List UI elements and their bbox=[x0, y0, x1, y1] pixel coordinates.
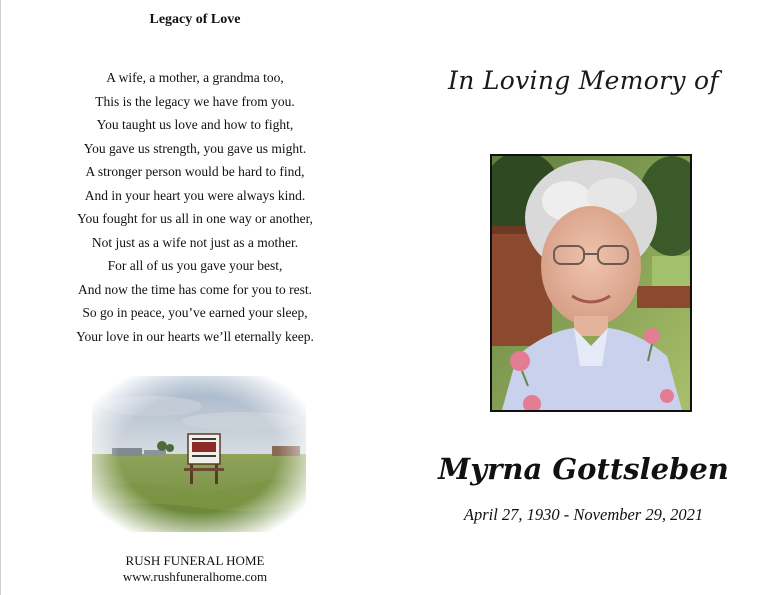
funeral-home-info bbox=[0, 553, 390, 585]
poem-line: You gave us strength, you gave us might. bbox=[83, 140, 307, 156]
funeral-home-name: RUSH FUNERAL HOME bbox=[125, 553, 265, 568]
poem-line: You taught us love and how to fight, bbox=[96, 117, 294, 132]
life-dates: April 27, 1930 - November 29, 2021 bbox=[463, 505, 704, 524]
poem-line: A stronger person would be hard to find, bbox=[85, 164, 305, 179]
poem-line: And in your heart you were always kind. bbox=[84, 187, 306, 203]
deceased-name: Myrna Gottsleben bbox=[438, 452, 729, 486]
portrait-photo bbox=[490, 154, 692, 412]
poem bbox=[0, 66, 390, 348]
poem-line: Your love in our hearts we’ll eternally keep. bbox=[76, 328, 314, 344]
poem-line: Not just as a wife not just as a mother. bbox=[91, 234, 299, 250]
funeral-home-url[interactable]: www.rushfuneralhome.com bbox=[122, 569, 268, 584]
right-panel bbox=[390, 0, 777, 595]
poem-line: This is the legacy we have from you. bbox=[95, 93, 295, 109]
memory-heading: In Loving Memory of bbox=[448, 66, 719, 95]
poem-line: So go in peace, you’ve earned your sleep, bbox=[82, 305, 308, 320]
poem-line: A wife, a mother, a grandma too, bbox=[106, 70, 284, 85]
funeral-home-landscape-photo bbox=[92, 376, 306, 532]
poem-line: You fought for us all in one way or another, bbox=[77, 211, 313, 226]
poem-line: For all of us you gave your best, bbox=[107, 258, 283, 273]
poem-line: And now the time has come for you to rest. bbox=[78, 281, 312, 297]
poem-title: Legacy of Love bbox=[149, 12, 241, 27]
